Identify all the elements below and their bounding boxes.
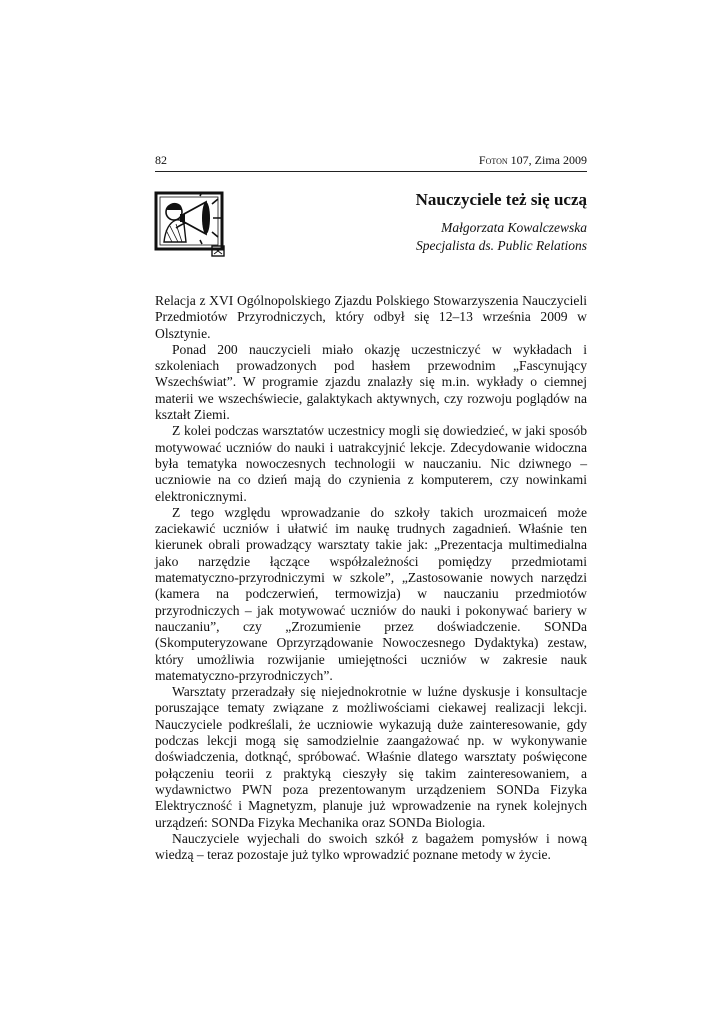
journal-smallcaps: oton [485,153,508,167]
paragraph: Nauczyciele wyjechali do swoich szkół z bagażem pomysłów i nową wiedzą – teraz pozostaje już tylko wprowadzić poznane metody w życie. [155,830,587,863]
journal-initial: F [478,153,486,167]
megaphone-speaker-icon [154,190,227,258]
paragraph-intro: Relacja z XVI Ogólnopolskiego Zjazdu Polskiego Stowarzyszenia Nauczycieli Przedmiotów Przyrodniczych, który odbył się 12–13 września 2009 w Olsztynie. [155,293,587,341]
author-role: Specjalista ds. Public Relations [416,238,587,253]
paragraph: Z kolei podczas warsztatów uczestnicy mogli się dowiedzieć, w jaki sposób motywować uczniów do nauki i uatrakcyjnić lekcje. Zdecydowanie widoczna była tematyka nowoczesnych technologii w nauczaniu. Nic dziwnego – uczniowie na co dzień mają do czynienia z komputerem, czy nowinkami elektronicznymi. [155,423,587,504]
paragraph: Ponad 200 nauczycieli miało okazję uczestniczyć w wykładach i szkoleniach prowadzonych pod hasłem przewodnim „Fascynujący Wszechświat”. W programie zjazdu znalazły się m.in. wykłady o ciemnej materii we wszechświecie, galaktykach aktywnych, czy rozwoju poglądów na kształt Ziemi. [155,341,587,423]
journal-issue-rest: 107, Zima 2009 [507,153,587,167]
running-header [155,153,587,172]
journal-issue [479,153,587,168]
paragraph: Z tego względu wprowadzanie do szkoły takich urozmaiceń może zaciekawić uczniów i ułatwić im naukę trudnych zagadnień. Właśnie ten kierunek obrali prowadzący warsztaty takie jak: „Prezentacja multimedialna jako narzędzie łączące współzależności pomiędzy przedmiotami matematyczno-przyrodniczymi w szkole”, „Zastosowanie nowych narzędzi (kamera na podczerwień, termowizja) w nauczaniu przedmiotów przyrodniczych – jak motywować uczniów do nauki i pokonywać bariery w nauczaniu”, czy „Zrozumienie przez doświadczenie. SONDa (Skomputeryzowane Oprzyrządowanie Nowoczesnego Dydaktyka) zestaw, który umożliwia rozwijanie umiejętności uczniów w zakresie nauk matematyczno-przyrodniczych”. [155,504,587,683]
article-title: Nauczyciele też się uczą [415,190,587,209]
article-body [155,293,587,863]
page-number: 82 [155,153,167,167]
article-heading [416,190,587,256]
paragraph: Warsztaty przeradzały się niejednokrotnie w luźne dyskusje i konsultacje poruszające tematy związane z możliwościami ciekawej realizacji lekcji. Nauczyciele podkreślali, że uczniowie wykazują duże zainteresowanie, gdy podczas lekcji mogą się samodzielnie zaangażować np. w wykonywanie doświadczenia, dotknąć, spróbować. Właśnie dlatego warsztaty poświęcone połączeniu teorii z praktyką cieszyły się takim zainteresowaniem, a wydawnictwo PWN poza prezentowanym urządzeniem SONDa Fizyka Elektryczność i Magnetyzm, planuje już wprowadzenie na rynek kolejnych urządzeń: SONDa Fizyka Mechanika oraz SONDa Biologia. [155,684,587,830]
article-author: Małgorzata Kowalczewska [441,220,587,235]
